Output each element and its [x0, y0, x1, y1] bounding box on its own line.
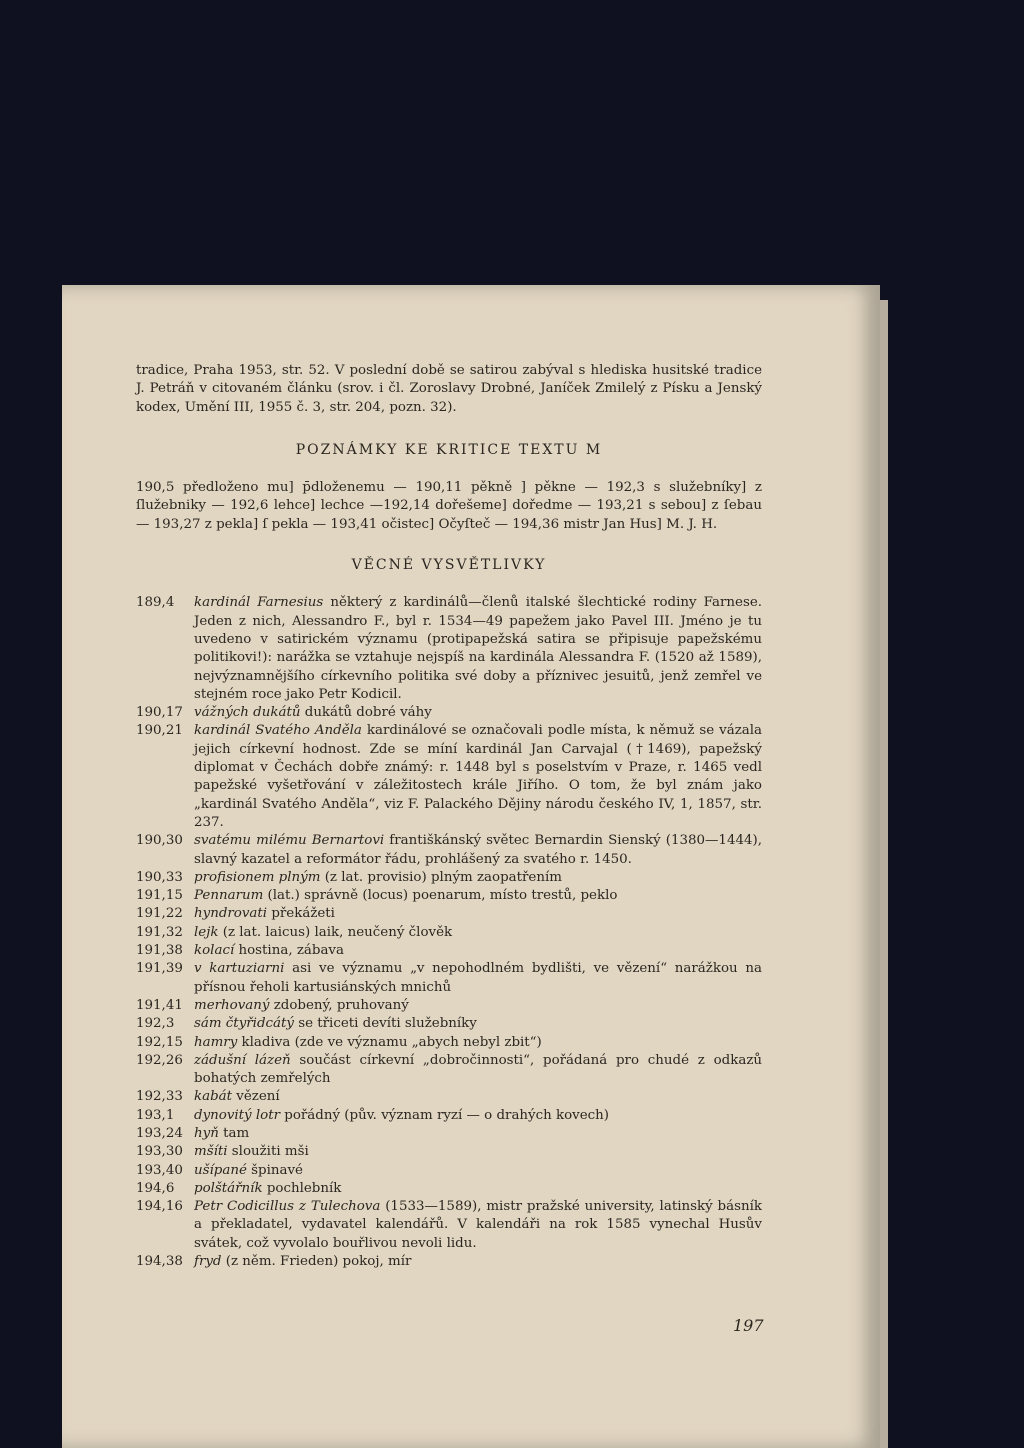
glossary-entry [136, 869, 762, 887]
entry-text: součást církevní „dobročinnosti“, pořádaná pro chudé z odkazů bohatých zemřelých [194, 1052, 762, 1087]
entry-text: dukátů dobré váhy [300, 705, 432, 721]
entry-body [194, 960, 762, 997]
entry-reference: 192,26 [136, 1052, 183, 1068]
entry-reference: 192,3 [136, 1016, 175, 1032]
entry-reference: 194,6 [136, 1180, 175, 1196]
glossary-entry [136, 1034, 762, 1052]
entry-term: hamry [194, 1034, 238, 1050]
entry-body [194, 722, 762, 832]
glossary-entry [136, 1198, 762, 1253]
entry-text: zdobený, pruhovaný [269, 997, 409, 1013]
glossary-entry [136, 1125, 762, 1143]
entry-body [194, 942, 762, 960]
glossary-entry [136, 594, 762, 704]
entry-text: hostina, zábava [234, 943, 344, 959]
entry-text: vězení [232, 1089, 280, 1105]
entry-reference: 191,15 [136, 888, 183, 904]
entry-reference: 192,15 [136, 1034, 183, 1050]
entry-reference: 189,4 [136, 595, 175, 611]
entry-reference: 194,16 [136, 1199, 183, 1215]
glossary-entry [136, 1253, 762, 1271]
entry-body [194, 1088, 762, 1106]
entry-reference: 193,40 [136, 1162, 183, 1178]
entry-term: ušípané [194, 1162, 247, 1178]
entry-reference: 190,33 [136, 869, 183, 885]
entry-text: některý z kardinálů—členů italské šlechtické rodiny Farnese. Jeden z nich, Alessandro F., byl r. 1534—49 papežem jako Pavel III. Jméno je tu uvedeno v satirickém významu (protipapežská satira se připisuje papežskému politikovi!): narážka se vztahuje nejspíš na kardinála Alessandra F. (1520 až 1589), nejvýznamnějšího církevního politika své doby a příznivec jesuitů, jenž zemřel ve stejném roce jako Petr Kodicil. [194, 595, 763, 702]
entry-term: vážných dukátů [194, 705, 301, 721]
entry-reference: 190,21 [136, 723, 183, 739]
entry-reference: 193,30 [136, 1144, 183, 1160]
entry-body [194, 1125, 762, 1143]
glossary-heading: VĚCNÉ VYSVĚTLIVKY [351, 557, 547, 574]
glossary-entry [136, 832, 762, 869]
entry-text: (z něm. Frieden) pokoj, mír [221, 1254, 412, 1270]
glossary-entry [136, 1180, 762, 1198]
glossary-entry [136, 722, 762, 832]
glossary-entry [136, 1162, 762, 1180]
notes-heading: POZNÁMKY KE KRITICE TEXTU M [295, 441, 603, 458]
entry-term: kardinál Svatého Anděla [194, 723, 362, 739]
textual-notes: 190,5 předloženo mu] p̄dloženemu — 190,11 pěkně ] pěkne — 192,3 s služebníky] z ſlužebniky — 192,6 lehce] lechce —192,14 dořešeme] doředme — 193,21 s sebou] z ſebau — 193,27 z pekla] ſ pekla — 193,41 očistec] Očyſteč — 194,36 mistr Jan Hus] M. J. H. [136, 480, 762, 532]
entry-term: fryd [194, 1254, 222, 1270]
entry-reference: 191,32 [136, 924, 183, 940]
entry-text: františkánský světec Bernardin Sienský (1380—1444), slavný kazatel a reformátor řádu, prohlášený za svatého r. 1450. [194, 833, 762, 867]
entry-text: tam [218, 1125, 250, 1141]
glossary-entry [136, 1088, 762, 1106]
glossary-entry [136, 905, 762, 923]
entry-text: asi ve významu „v nepohodlném bydlišti, ve vězení“ narážkou na přísnou řeholi kartusiánských mnichů [194, 961, 762, 995]
entry-reference: 191,38 [136, 943, 183, 959]
entry-body [194, 594, 762, 704]
entry-text: (z lat. provisio) plným zaopatřením [320, 869, 562, 885]
glossary-entry [136, 887, 762, 905]
glossary-entry [136, 924, 762, 942]
entry-text: (lat.) správně (locus) poenarum, místo trestů, peklo [263, 888, 618, 904]
entry-text: špinavé [246, 1162, 303, 1178]
entry-body [194, 1253, 762, 1271]
entry-term: zádušní lázeň [194, 1052, 291, 1068]
entry-term: lejk [194, 924, 219, 940]
entry-text: (z lat. laicus) laik, neučený člověk [218, 924, 453, 940]
glossary-entry [136, 942, 762, 960]
entry-body [194, 1052, 762, 1089]
entry-reference: 193,24 [136, 1125, 183, 1141]
entry-text: kardinálové se označovali podle místa, k němuž se vázala jejich církevní hodnost. Zde se míní kardinál Jan Carvajal (†1469), papežský diplomat v Čechách dobře známý: r. 1448 byl s poselstvím v Praze, r. 1465 vedl papežské vyšetřování v záležitostech krále Jiřího. O tom, že byl znám jako „kardinál Svatého Anděla“, viz F. Palackého Dějiny národu českého IV, 1, 1857, str. 237. [194, 723, 763, 830]
entry-text: pochlebník [262, 1180, 342, 1196]
entry-term: mšíti [194, 1144, 228, 1160]
entry-body [194, 704, 762, 722]
entry-text: (1533—1589), mistr pražské university, latinský básník a překladatel, vydavatel kalendářů. V kalendáři na rok 1585 vynechal Husův svátek, což vyvolalo bouřlivou nevoli lidu. [194, 1199, 762, 1251]
entry-text: sloužiti mši [227, 1144, 309, 1160]
entry-body [194, 997, 762, 1015]
entry-body [194, 1180, 762, 1198]
entry-text: pořádný (pův. význam ryzí — o drahých kovech) [280, 1107, 610, 1123]
glossary-entry [136, 960, 762, 997]
glossary-entry [136, 704, 762, 722]
entry-term: hyndrovati [194, 906, 268, 922]
entry-reference: 193,1 [136, 1107, 175, 1123]
entry-term: sám čtyřidcátý [194, 1016, 294, 1032]
entry-term: v kartuziarni [194, 961, 285, 977]
entry-reference: 190,30 [136, 833, 183, 849]
entry-text: překážeti [267, 906, 335, 922]
entry-term: kolací [194, 943, 235, 959]
glossary-entry [136, 997, 762, 1015]
entry-text: kladiva (zde ve významu „abych nebyl zbit“) [237, 1034, 542, 1050]
glossary-entry [136, 1015, 762, 1033]
page-edge [880, 300, 888, 1448]
glossary-entry [136, 1052, 762, 1089]
glossary-entry [136, 1107, 762, 1125]
entry-term: Petr Codicillus z Tulechova [194, 1199, 381, 1215]
entry-reference: 190,17 [136, 705, 183, 721]
entry-body [194, 832, 762, 869]
intro-paragraph: tradice, Praha 1953, str. 52. V poslední době se satirou zabýval s hlediska husitské tradice J. Petráň v citovaném článku (srov. i čl. Zoroslavy Drobné, Janíček Zmilelý z Písku a Jenský kodex, Umění III, 1955 č. 3, str. 204, pozn. 32). [136, 363, 762, 415]
entry-body [194, 1034, 762, 1052]
entry-text: se třiceti devíti služebníky [293, 1016, 477, 1032]
entry-term: hyň [194, 1125, 219, 1141]
entry-term: dynovitý lotr [194, 1107, 280, 1123]
page-content [136, 362, 762, 1271]
entry-body [194, 905, 762, 923]
entry-term: profisionem plným [194, 869, 321, 885]
entry-term: svatému milému Bernartovi [194, 833, 385, 849]
entry-body [194, 1198, 762, 1253]
entry-reference: 191,39 [136, 961, 183, 977]
entry-term: kardinál Farnesius [194, 595, 324, 611]
entry-body [194, 924, 762, 942]
entry-term: polštářník [194, 1180, 263, 1196]
entry-reference: 191,41 [136, 997, 183, 1013]
entry-body [194, 1162, 762, 1180]
glossary-entry [136, 1143, 762, 1161]
entry-term: kabát [194, 1089, 233, 1105]
entry-body [194, 887, 762, 905]
entry-reference: 192,33 [136, 1089, 183, 1105]
entry-body [194, 1015, 762, 1033]
glossary-list [136, 594, 762, 1271]
entry-term: Pennarum [194, 888, 264, 904]
entry-body [194, 1143, 762, 1161]
entry-reference: 191,22 [136, 906, 183, 922]
entry-reference: 194,38 [136, 1254, 183, 1270]
page-number: 197 [733, 1316, 764, 1335]
entry-body [194, 1107, 762, 1125]
entry-term: merhovaný [194, 997, 270, 1013]
entry-body [194, 869, 762, 887]
